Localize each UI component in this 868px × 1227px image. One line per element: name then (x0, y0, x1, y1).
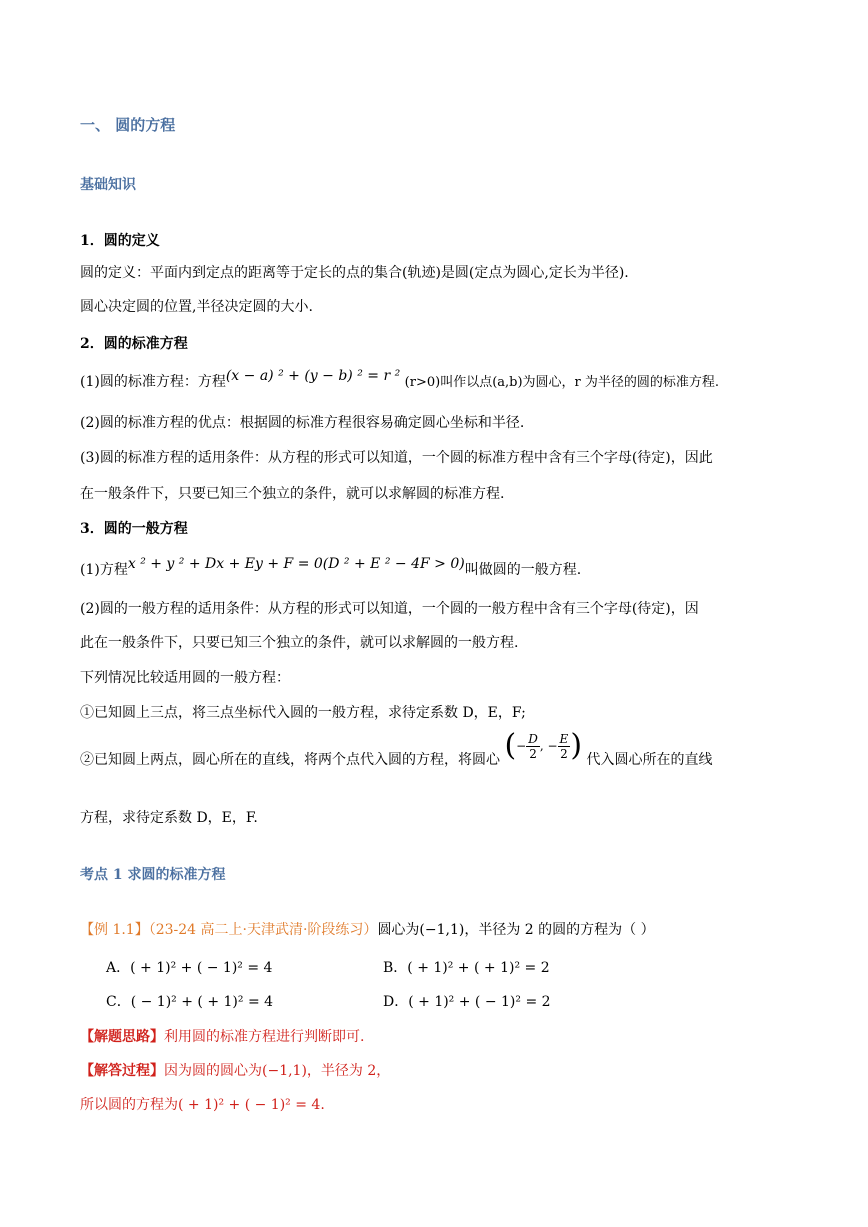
example-source: （23-24 高二上·天津武清·阶段练习） (148, 922, 378, 938)
formula: (x − a) ² + (y − b) ² = r ² (225, 368, 401, 384)
heading-standard-equation: 2．圆的标准方程 (80, 336, 188, 352)
option-c[interactable]: C．( − 1)² + ( + 1)² = 4 (106, 994, 274, 1010)
formula: x ² + y ² + Dx + Ey + F = 0(D ² + E ² − 4F > 0) (127, 556, 465, 572)
hint-line (80, 1027, 364, 1047)
question-text: 圆心为(−1,1)，半径为 2 的圆的方程为（ ） (377, 922, 655, 938)
paragraph: 圆心决定圆的位置,半径决定圆的大小. (80, 299, 313, 315)
left-paren: ( (504, 728, 517, 763)
paragraph: 方程，求待定系数 D，E，F. (80, 810, 258, 826)
option-b[interactable]: B．( + 1)² + ( + 1)² = 2 (383, 960, 550, 976)
section-heading: 一、 圆的方程 (80, 116, 176, 134)
solution-line-2: 所以圆的方程为( + 1)² + ( − 1)² = 4. (80, 1097, 325, 1113)
right-paren: ) (570, 728, 583, 763)
fraction-denominator: 2 (560, 746, 568, 761)
example-tag: 【例 1.1】 (80, 922, 149, 938)
solution-tag: 【解答过程】 (80, 1063, 164, 1079)
list-item: ②已知圆上两点，圆心所在的直线，将两个点代入圆的方程，将圆心 (− $\frac{D}{2}$ , − $\frac{E}{2}$ ) 代入圆心所在的直线 (80, 728, 713, 768)
fraction-denominator: 2 (529, 746, 537, 761)
heading-definition: 1．圆的定义 (80, 233, 160, 249)
text: (1)方程 (80, 562, 128, 578)
paragraph: 在一般条件下，只要已知三个独立的条件，就可以求解圆的标准方程. (80, 486, 505, 502)
fraction (558, 732, 571, 761)
solution-line (80, 1061, 390, 1081)
heading-general-equation: 3．圆的一般方程 (80, 521, 188, 537)
text: (r>0)叫作以点(a,b)为圆心，r 为半径的圆的标准方程. (404, 375, 720, 390)
fraction-numerator: E (559, 731, 569, 746)
text: 代入圆心所在的直线 (586, 752, 713, 768)
paragraph: 此在一般条件下，只要已知三个独立的条件，就可以求解圆的一般方程. (80, 635, 519, 651)
fraction (526, 732, 540, 761)
subsection-heading: 基础知识 (80, 177, 136, 193)
example-question (80, 920, 655, 940)
paragraph: 圆的定义：平面内到定点的距离等于定长的点的集合(轨迹)是圆(定点为圆心,定长为半径). (80, 265, 629, 281)
text: (1)圆的标准方程：方程 (80, 374, 226, 390)
list-item: ①已知圆上三点，将三点坐标代入圆的一般方程，求待定系数 D，E，F; (80, 705, 526, 721)
hint-text: 利用圆的标准方程进行判断即可. (164, 1029, 365, 1045)
option-d[interactable]: D．( + 1)² + ( − 1)² = 2 (383, 994, 551, 1010)
paragraph: 下列情况比较适用圆的一般方程： (80, 670, 290, 686)
paragraph: (2)圆的一般方程的适用条件：从方程的形式可以知道，一个圆的一般方程中含有三个字母(待定)，因 (80, 601, 699, 617)
fraction-numerator: D (528, 731, 538, 746)
hint-tag: 【解题思路】 (80, 1029, 164, 1045)
text: ②已知圆上两点，圆心所在的直线，将两个点代入圆的方程，将圆心 (80, 752, 500, 768)
paragraph-standard-eq (80, 368, 720, 393)
solution-text: 因为圆的圆心为(−1,1)，半径为 2， (164, 1063, 391, 1079)
option-a[interactable]: A．( + 1)² + ( − 1)² = 4 (106, 960, 273, 976)
text: 叫做圆的一般方程. (464, 562, 582, 578)
paragraph: (3)圆的标准方程的适用条件：从方程的形式可以知道，一个圆的标准方程中含有三个字母(待定)，因此 (80, 450, 713, 466)
paragraph: (2)圆的标准方程的优点：根据圆的标准方程很容易确定圆心坐标和半径. (80, 415, 525, 431)
paragraph-general-eq (80, 556, 582, 580)
kaodian-heading: 考点 1 求圆的标准方程 (80, 867, 226, 883)
